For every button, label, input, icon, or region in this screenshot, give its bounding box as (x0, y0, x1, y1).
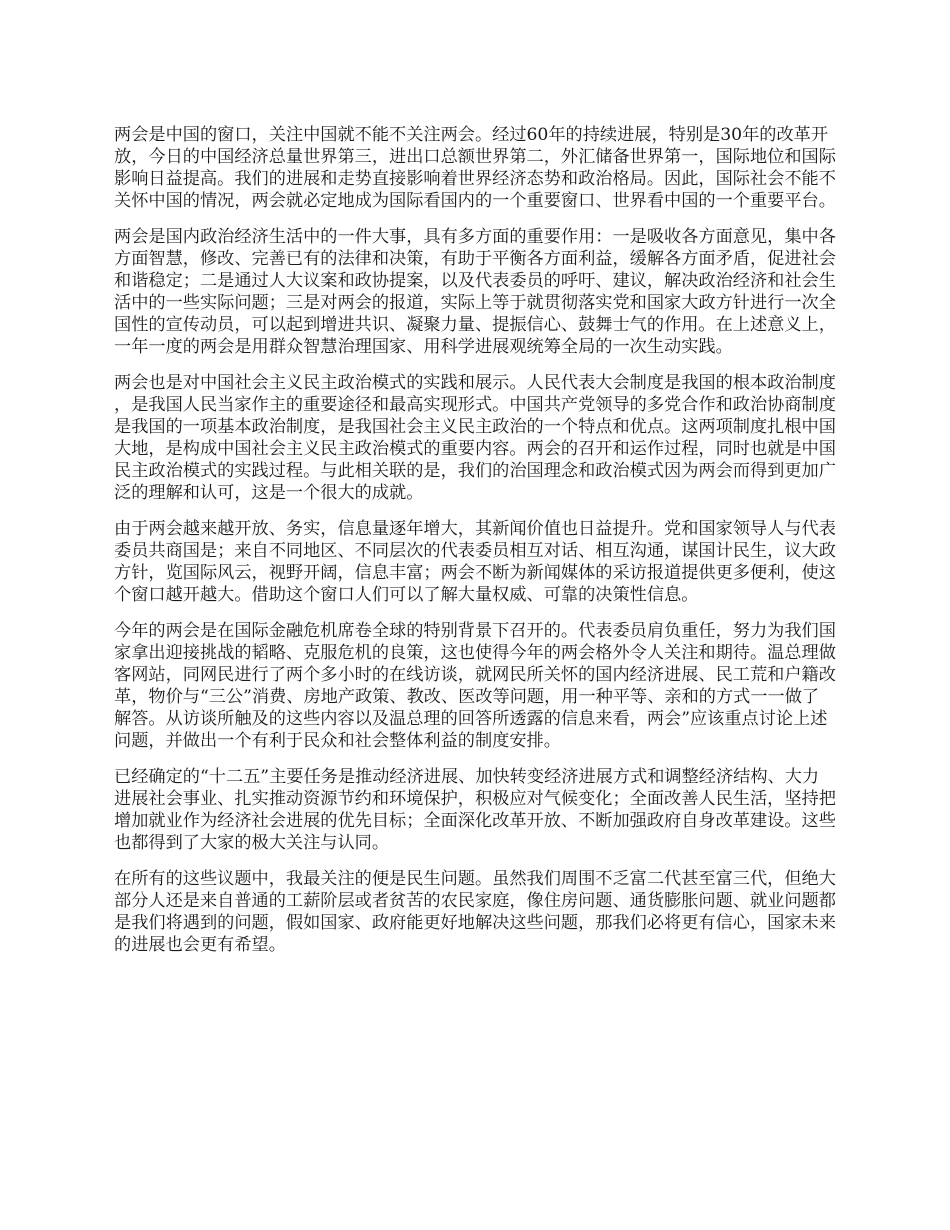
paragraph: 今年的两会是在国际金融危机席卷全球的特别背景下召开的。代表委员肩负重任，努力为我们国家拿出迎接挑战的韬略、克服危机的良策，这也使得今年的两会格外令人关注和期待。温总理做客网站，同网民进行了两个多小时的在线访谈，就网民所关怀的国内经济进展、民工荒和户籍改革，物价与“三公”消费、房地产政策、教改、医改等问题，用一种平等、亲和的方式一一做了解答。从访谈所触及的这些内容以及温总理的回答所透露的信息来看，两会”应该重点讨论上述问题，并做出一个有利于民众和社会整体利益的制度安排。 (114, 621, 836, 751)
paragraph: 已经确定的“十二五”主要任务是推动经济进展、加快转变经济进展方式和调整经济结构、大力进展社会事业、扎实推动资源节约和环境保护，积极应对气候变化；全面改善人民生活，坚持把增加就业作为经济社会进展的优先目标；全面深化改革开放、不断加强政府自身改革建设。这些也都得到了大家的极大关注与认同。 (114, 767, 836, 853)
paragraph: 两会是中国的窗口，关注中国就不能不关注两会。经过60年的持续进展，特别是30年的改革开放，今日的中国经济总量世界第三，进出口总额世界第二，外汇储备世界第一，国际地位和国际影响日益提高。我们的进展和走势直接影响着世界经济态势和政治格局。因此，国际社会不能不关怀中国的情况，两会就必定地成为国际看国内的一个重要窗口、世界看中国的一个重要平台。 (114, 125, 836, 211)
paragraph: 两会也是对中国社会主义民主政治模式的实践和展示。人民代表大会制度是我国的根本政治制度，是我国人民当家作主的重要途径和最高实现形式。中国共产党领导的多党合作和政治协商制度是我国的一项基本政治制度，是我国社会主义民主政治的一个特点和优点。这两项制度扎根中国大地，是构成中国社会主义民主政治模式的重要内容。两会的召开和运作过程，同时也就是中国民主政治模式的实践过程。与此相关联的是，我们的治国理念和政治模式因为两会而得到更加广泛的理解和认可，这是一个很大的成就。 (114, 373, 836, 503)
paragraph: 由于两会越来越开放、务实，信息量逐年增大，其新闻价值也日益提升。党和国家领导人与代表委员共商国是；来自不同地区、不同层次的代表委员相互对话、相互沟通，谋国计民生，议大政方针，览国际风云，视野开阔，信息丰富；两会不断为新闻媒体的采访报道提供更多便利，使这个窗口越开越大。借助这个窗口人们可以了解大量权威、可靠的决策性信息。 (114, 519, 836, 605)
paragraph: 两会是国内政治经济生活中的一件大事，具有多方面的重要作用：一是吸收各方面意见，集中各方面智慧，修改、完善已有的法律和决策，有助于平衡各方面利益，缓解各方面矛盾，促进社会和谐稳定；二是通过人大议案和政协提案，以及代表委员的呼吁、建议，解决政治经济和社会生活中的一些实际问题；三是对两会的报道，实际上等于就贯彻落实党和国家大政方针进行一次全国性的宣传动员，可以起到增进共识、凝聚力量、提振信心、鼓舞士气的作用。在上述意义上，一年一度的两会是用群众智慧治理国家、用科学进展观统筹全局的一次生动实践。 (114, 227, 836, 357)
article-body (114, 124, 836, 970)
paragraph: 在所有的这些议题中，我最关注的便是民生问题。虽然我们周围不乏富二代甚至富三代，但绝大部分人还是来自普通的工薪阶层或者贫苦的农民家庭，像住房问题、通货膨胀问题、就业问题都是我们将遇到的问题，假如国家、政府能更好地解决这些问题，那我们必将更有信心，国家未来的进展也会更有希望。 (114, 869, 836, 955)
